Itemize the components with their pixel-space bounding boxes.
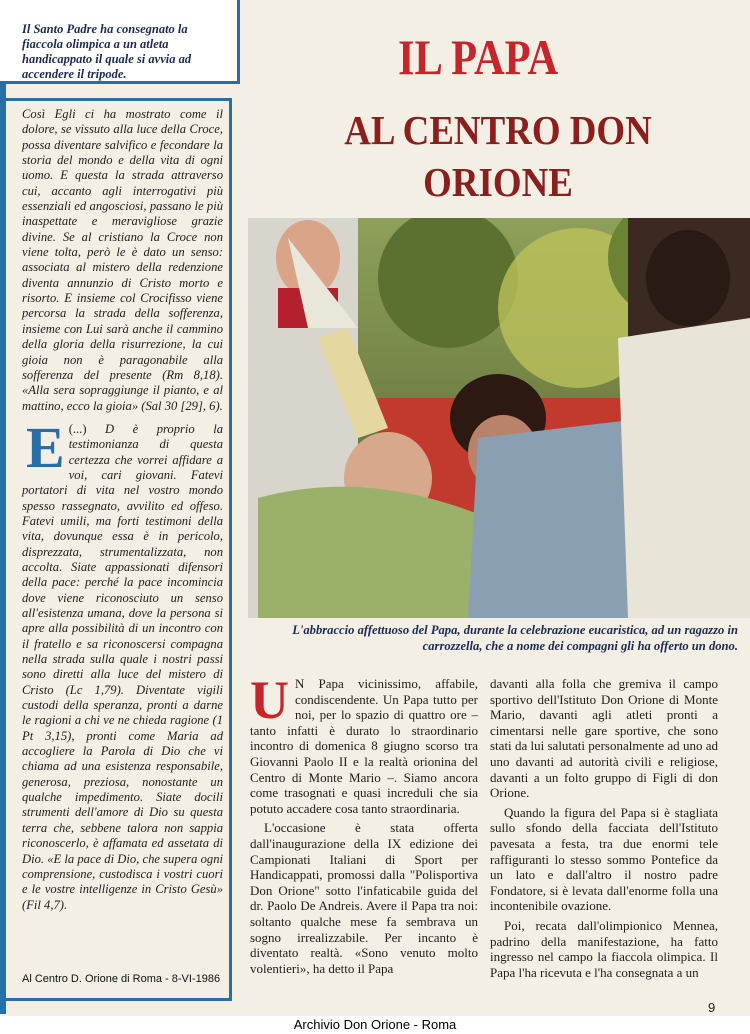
left-paragraph-1: Così Egli ci ha mostrato come il dolore, se vissuto alla luce della Croce, possa diventare salvifico e fecondare la storia del mondo e della vita di ogni uomo. E questa la strada attraverso cui, accanto agli interrogativi più essenziali ed angosciosi, passano le più inaspettate e meravigliose grazie divine. Se al cristiano la Croce non viene tolta, però le è dato un senso: associata al mistero della redenzione diventa annunzio di Cristo morto e risorto. E insieme col Crocifisso viene percorsa la strada della sofferenza, insieme con Lui sarà anche il cammino della gloria della risurrezione, la cui gioia non è paragonabile alla sofferenza del presente (Rm 8,18). «Alla sera sopraggiunge il pianto, e al mattino, ecco la gioia» (Sal 30 [29], 6).	[22, 107, 223, 413]
top-caption-text: Il Santo Padre ha consegnato la fiaccola olimpica a un atleta handicappato il quale si avvia ad accendere il tripode.	[22, 22, 192, 81]
article-paragraph-2: L'occasione è stata offerta dall'inaugurazione della IX edizione dei Campionati Italiani di Sport per Handicappati, promossi dalla "Polisportiva Don Orione" sotto l'infaticabile guida del dr. Paolo De Andreis. Avere il Papa tra noi: soltanto qualche mese fa sembrava un sogno irrealizzabile. Per incanto è diventato realtà. «Sono venuto molto volentieri», ha detto il Papa	[250, 820, 478, 976]
article-paragraph-5: Poi, recata dall'olimpionico Mennea, padrino della manifestazione, ha fatto ingresso nel campo la fiaccola olimpica. Il Papa l'ha ricevuta e l'ha consegnata a un	[490, 917, 718, 980]
article-column-2	[490, 676, 718, 980]
left-column-source: Al Centro D. Orione di Roma - 8-VI-1986	[22, 973, 221, 985]
dropcap-e: E	[26, 414, 65, 480]
top-caption-box	[0, 0, 240, 84]
pope-photo	[248, 218, 750, 618]
article-paragraph-4: Quando la figura del Papa si è stagliata sullo sfondo della facciata dell'Istituto pavesata a festa, tra due enormi tele raffiguranti lo stesso sommo Pontefice da un lato e dall'altro il nostro padre Fondatore, si è levata dall'enorme folla una incontenibile ovazione.	[490, 804, 718, 914]
article-column-1	[250, 670, 478, 976]
left-paragraph-2-text: D è proprio la testimonianza di questa certezza che vorrei affidare a voi, cari giovani. Fatevi portatori di vita nel vostro mondo spesso rassegnato, avvilito ed offeso. Fatevi umili, ma forti testimoni della vita, dovunque essa è in pericolo, disprezzata, strumentalizzata, non accolta. Siate appassionati difensori della pace: perché la pace incomincia dove viene riconosciuto un senso all'esistenza umana, dove la persona si apre alla possibilità di un incontro con il fratello e sa riconoscersi compagna nella strada sulla quale i nostri passi sono diretti alla luce del mistero di Cristo (Lc 1,79). Diventate vigili custodi della speranza, pronti a darne le ragioni a chi ve ne chieda ragione (1 Pt 3,15), pronti come Maria ad accogliere la Parola di Dio che vi chiama ad una esistenza responsabile, generosa, preziosa, nonostante un qualche impedimento. Siate docili strumenti dell'amore di Dio su questa terra che, sebbene talora non sappia riconoscerlo, è affamata ed assetata di Dio. «E la pace di Dio, che supera ogni comprensione, custodisca i vostri cuori e le vostre intelligenze in Cristo Gesù» (Fil 4,7).	[22, 421, 223, 912]
title-line-2-text: AL CENTRO DON ORIONE	[344, 107, 652, 205]
photo-caption: L'abbraccio affettuoso del Papa, durante la celebrazione eucaristica, ad un ragazzo in carrozzella, che a nome dei compagni gli ha offerto un dono.	[292, 623, 738, 653]
article-paragraph-1-text: N Papa vicinissimo, affabile, condiscendente. Un Papa tutto per noi, per lo spazio di quattro ore – tanto infatti è durato lo straordinario incontro di domenica 8 giugno scorso tra Giovanni Paolo II e la realtà orionina del Centro di Monte Mario –. Siamo ancora come trasognati e quasi increduli che sia potuto accadere cosa tanto straordinaria.	[250, 676, 478, 816]
left-quote-column	[0, 98, 232, 1001]
page-number: 9	[708, 1000, 716, 1015]
title-line-1: IL PAPA	[398, 29, 559, 85]
archive-watermark: Archivio Don Orione - Roma	[0, 1016, 750, 1034]
article-paragraph-3: davanti alla folla che gremiva il campo sportivo dell'Istituto Don Orione di Monte Mario, davanti agli atleti pronti a cimentarsi nelle gare sportive, che sono stati da lui salutati personalmente ad uno ad uno davanti ad autorità civili e religiose, davanti a un folto gruppo di Figli di don Orione.	[490, 676, 718, 801]
pope-photo-illustration	[248, 218, 750, 618]
dropcap-u: U	[250, 670, 289, 730]
article-paragraph-1	[250, 670, 478, 816]
left-paragraph-2	[22, 414, 223, 913]
ellipsis-note: (...)	[68, 421, 87, 436]
